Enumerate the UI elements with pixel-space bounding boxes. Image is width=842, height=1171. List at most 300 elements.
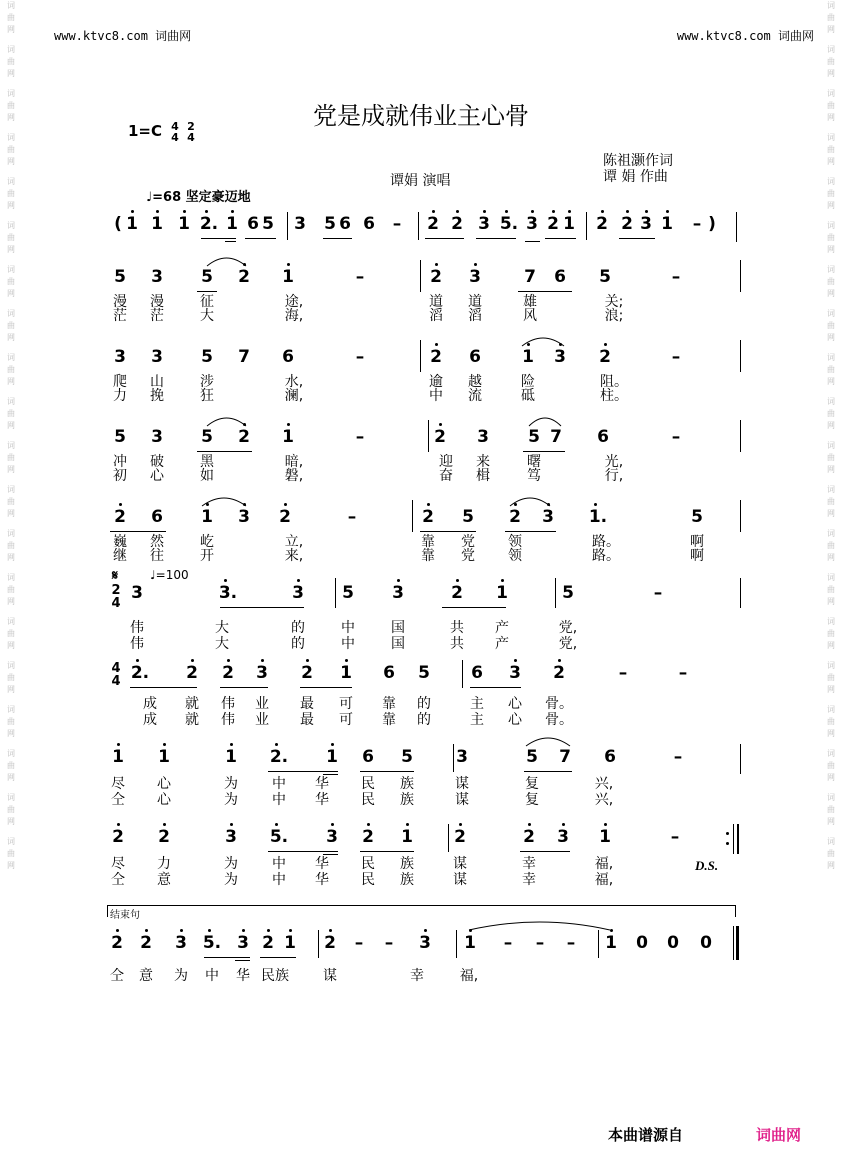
- slur: [520, 334, 566, 348]
- score-note: 2: [186, 663, 198, 683]
- lyric-syllable: 华: [315, 872, 329, 888]
- score-note: 7: [524, 267, 536, 287]
- lyric-syllable: 关;: [604, 294, 624, 310]
- lyric-syllable: 漫: [113, 294, 127, 310]
- score-note: 3: [326, 827, 338, 847]
- score-note: 3: [237, 933, 249, 953]
- underline-beam: [245, 238, 276, 239]
- score-note: 3: [392, 583, 404, 603]
- intro-note: –: [392, 214, 402, 234]
- lyric-syllable: 领: [508, 534, 522, 550]
- lyric-syllable: 海,: [284, 308, 304, 324]
- lyric-syllable: 行,: [604, 468, 624, 484]
- score-note: 3: [542, 507, 554, 527]
- octave-dot: [267, 929, 270, 932]
- score-note: 3: [175, 933, 187, 953]
- octave-dot: [367, 823, 370, 826]
- octave-dot: [289, 929, 292, 932]
- score-note: 2: [238, 267, 250, 287]
- score-note: 2: [114, 507, 126, 527]
- barline: [448, 824, 449, 852]
- underline-beam: [323, 854, 338, 855]
- octave-dot: [261, 659, 264, 662]
- octave-dot: [474, 263, 477, 266]
- lyric-syllable: 啊: [690, 548, 704, 564]
- score-note: 3: [477, 427, 489, 447]
- intro-note: 2: [547, 214, 559, 234]
- score-note: 1: [112, 747, 124, 767]
- octave-dot: [432, 210, 435, 213]
- underline-beam: [505, 531, 556, 532]
- lyric-syllable: 力: [157, 856, 171, 872]
- score-note: 1: [599, 827, 611, 847]
- lyric-syllable: 产: [495, 620, 509, 636]
- score-note: 5: [528, 427, 540, 447]
- intro-note: 1: [563, 214, 575, 234]
- watermark-text: 词 曲 网: [827, 397, 835, 430]
- lyric-syllable: 险: [521, 374, 535, 390]
- score-note: 3: [557, 827, 569, 847]
- lyric-syllable: 福,: [594, 856, 614, 872]
- octave-dot: [208, 929, 211, 932]
- lyric-syllable: 磐,: [284, 468, 304, 484]
- lyric-syllable: 主: [470, 712, 484, 728]
- barline: [598, 930, 599, 958]
- watermark-text: 词 曲 网: [827, 309, 835, 342]
- watermark-text: 词 曲 网: [827, 529, 835, 562]
- lyric-syllable: 大: [215, 620, 229, 636]
- score-note: 3: [131, 583, 143, 603]
- octave-dot: [552, 210, 555, 213]
- score-note: 1: [401, 827, 413, 847]
- underline-beam: [523, 451, 565, 452]
- score-note: 6: [282, 347, 294, 367]
- score-note: 2: [140, 933, 152, 953]
- barline: [418, 212, 419, 240]
- underline-beam: [268, 851, 338, 852]
- lyric-syllable: 伟: [221, 712, 235, 728]
- header-site-right[interactable]: www.ktvc8.com 词曲网: [676, 29, 814, 43]
- lyric-syllable: 幸: [410, 968, 424, 984]
- lyric-syllable: 来: [476, 454, 490, 470]
- lyric-syllable: 屹: [200, 534, 214, 550]
- score-note: 2: [523, 827, 535, 847]
- slur: [205, 254, 248, 268]
- lyric-syllable: 立,: [284, 534, 304, 550]
- lyric-syllable: 冲: [113, 454, 127, 470]
- watermark-text: 词 曲 网: [7, 573, 15, 606]
- watermark-text: 词 曲 网: [827, 45, 835, 78]
- intro-note: 5: [324, 214, 336, 234]
- lyric-syllable: 力: [113, 388, 127, 404]
- lyric-syllable: 道: [468, 294, 482, 310]
- lyric-syllable: 党,: [558, 636, 578, 652]
- lyric-syllable: 笃: [527, 468, 541, 484]
- lyric-syllable: 破: [150, 454, 164, 470]
- slur: [467, 918, 612, 932]
- lyric-syllable: 浪;: [604, 308, 624, 324]
- intro-note: 2: [621, 214, 633, 234]
- score-note: 6: [151, 507, 163, 527]
- lyric-syllable: 中: [272, 792, 286, 808]
- dal-segno: D.S.: [695, 858, 719, 873]
- lyric-syllable: 幸: [522, 856, 536, 872]
- watermark-text: 词 曲 网: [827, 353, 835, 386]
- lyric-syllable: 啊: [690, 534, 704, 550]
- score-note: –: [671, 267, 681, 287]
- score-note: 2: [238, 427, 250, 447]
- lyric-syllable: 道: [429, 294, 443, 310]
- octave-dot: [558, 659, 561, 662]
- underline-beam: [442, 607, 506, 608]
- octave-dot: [117, 743, 120, 746]
- score-note: 2.: [130, 663, 150, 683]
- lyric-syllable: 最: [300, 696, 314, 712]
- lyric-syllable: 就: [185, 712, 199, 728]
- barline: [740, 420, 741, 452]
- final-barline-thick: [736, 926, 739, 960]
- barline: [456, 930, 457, 958]
- octave-dot: [145, 929, 148, 932]
- score-note: 5.: [202, 933, 222, 953]
- score-note: 5: [599, 267, 611, 287]
- ending-bracket-left: [107, 905, 108, 917]
- lyric-syllable: 大: [200, 308, 214, 324]
- intro-paren-open: (: [114, 214, 122, 234]
- lyric-syllable: 心: [157, 792, 171, 808]
- underline-beam: [360, 771, 414, 772]
- slur: [527, 414, 563, 428]
- score-note: –: [671, 347, 681, 367]
- slur: [200, 494, 248, 508]
- tempo-marking: ♩=68 坚定豪迈地: [146, 190, 251, 205]
- score-note: 2: [451, 583, 463, 603]
- lyric-syllable: 漫: [150, 294, 164, 310]
- score-note: –: [566, 933, 576, 953]
- score-note: 5: [691, 507, 703, 527]
- lyric-syllable: 华: [315, 776, 329, 792]
- lyric-syllable: 业: [255, 696, 269, 712]
- intro-note: 1: [661, 214, 673, 234]
- score-note: 0: [636, 933, 648, 953]
- lyric-syllable: 中: [272, 776, 286, 792]
- score-note: 3: [456, 747, 468, 767]
- score-note: –: [354, 933, 364, 953]
- lyric-syllable: 为: [224, 856, 238, 872]
- intro-note: 3: [478, 214, 490, 234]
- lyric-syllable: 族: [400, 792, 414, 808]
- lyric-syllable: 族: [400, 872, 414, 888]
- score-note: 1: [201, 507, 213, 527]
- watermark-text: 词 曲 网: [827, 705, 835, 738]
- underline-beam: [204, 957, 250, 958]
- lyric-syllable: 雄: [523, 294, 537, 310]
- score-note: 2: [111, 933, 123, 953]
- octave-dot: [424, 929, 427, 932]
- intro-note: 2: [596, 214, 608, 234]
- underline-beam: [197, 451, 252, 452]
- intro-note: 1: [178, 214, 190, 234]
- score-note: 3: [554, 347, 566, 367]
- lyric-syllable: 伟: [130, 620, 144, 636]
- lyric-syllable: 的: [291, 636, 305, 652]
- underline-beam: [201, 238, 236, 239]
- score-note: 1: [284, 933, 296, 953]
- slur: [205, 414, 248, 428]
- watermark-text: 词 曲 网: [7, 1, 15, 34]
- octave-dot: [666, 210, 669, 213]
- score-note: 2: [430, 267, 442, 287]
- score-note: 5: [201, 427, 213, 447]
- lyric-syllable: 心: [508, 696, 522, 712]
- segno-sign: 𝄋: [112, 568, 119, 584]
- intro-note: 6: [339, 214, 351, 234]
- intro-note: 5.: [499, 214, 519, 234]
- score-note: –: [678, 663, 688, 683]
- lyric-syllable: 华: [315, 856, 329, 872]
- watermark-text: 词 曲 网: [827, 617, 835, 650]
- lyric-syllable: 产: [495, 636, 509, 652]
- underline-beam: [220, 607, 304, 608]
- barline: [420, 340, 421, 372]
- score-note: 2: [324, 933, 336, 953]
- intro-note: 2: [427, 214, 439, 234]
- underline-beam: [323, 774, 338, 775]
- score-note: 5: [114, 267, 126, 287]
- lyric-syllable: 逾: [429, 374, 443, 390]
- performer-credit: 谭娟 演唱: [390, 173, 451, 189]
- lyric-syllable: 谋: [455, 776, 469, 792]
- watermark-text: 词 曲 网: [827, 1, 835, 34]
- watermark-text: 词 曲 网: [827, 837, 835, 870]
- intro-paren-close: ): [708, 214, 716, 234]
- lyric-syllable: 谋: [453, 856, 467, 872]
- lyric-syllable: 仝: [111, 872, 125, 888]
- intro-note: 2.: [199, 214, 219, 234]
- watermark-text: 词 曲 网: [7, 309, 15, 342]
- octave-dot: [626, 210, 629, 213]
- score-note: 3: [238, 507, 250, 527]
- score-note: 7: [550, 427, 562, 447]
- octave-dot: [459, 823, 462, 826]
- octave-dot: [131, 210, 134, 213]
- lyric-syllable: 谋: [455, 792, 469, 808]
- lyric-syllable: 可: [339, 696, 353, 712]
- score-note: –: [355, 347, 365, 367]
- watermark-text: 词 曲 网: [7, 177, 15, 210]
- lyric-syllable: 大: [215, 636, 229, 652]
- watermark-text: 词 曲 网: [7, 133, 15, 166]
- underline-beam: [110, 531, 166, 532]
- lyric-syllable: 国: [391, 636, 405, 652]
- octave-dot: [230, 823, 233, 826]
- score-note: 5: [526, 747, 538, 767]
- lyric-syllable: 民族: [261, 968, 289, 984]
- underline-beam: [545, 238, 576, 239]
- octave-dot: [594, 503, 597, 506]
- octave-dot: [117, 823, 120, 826]
- time-signature-2-4: 2 4: [111, 583, 121, 611]
- lyric-syllable: 光,: [604, 454, 624, 470]
- watermark-text: 词 曲 网: [827, 661, 835, 694]
- lyric-syllable: 如: [200, 468, 214, 484]
- score-note: 2: [362, 827, 374, 847]
- octave-dot: [275, 743, 278, 746]
- lyric-syllable: 中: [272, 856, 286, 872]
- octave-dot: [604, 823, 607, 826]
- octave-dot: [205, 210, 208, 213]
- lyric-syllable: 路。: [592, 548, 620, 564]
- lyric-syllable: 路。: [592, 534, 620, 550]
- lyric-syllable: 开: [200, 548, 214, 564]
- score-note: 3: [151, 427, 163, 447]
- lyric-syllable: 澜,: [284, 388, 304, 404]
- slur: [524, 734, 572, 748]
- lyric-syllable: 迎: [439, 454, 453, 470]
- score-note: 2: [158, 827, 170, 847]
- lyric-syllable: 可: [339, 712, 353, 728]
- slur: [508, 494, 552, 508]
- lyric-syllable: 兴,: [594, 792, 614, 808]
- octave-dot: [604, 343, 607, 346]
- octave-dot: [439, 423, 442, 426]
- lyric-syllable: 领: [508, 548, 522, 564]
- lyric-syllable: 曙: [527, 454, 541, 470]
- lyric-syllable: 仝: [110, 968, 124, 984]
- watermark-text: 词 曲 网: [7, 485, 15, 518]
- watermark-text: 词 曲 网: [7, 353, 15, 386]
- watermark-text: 词 曲 网: [7, 45, 15, 78]
- intro-note: 6: [247, 214, 259, 234]
- lyric-syllable: 的: [291, 620, 305, 636]
- underline-beam: [300, 687, 352, 688]
- intro-note: 1: [126, 214, 138, 234]
- barline: [428, 420, 429, 452]
- header-site-left[interactable]: www.ktvc8.com 词曲网: [54, 29, 192, 43]
- octave-dot: [435, 263, 438, 266]
- lyric-syllable: 福,: [459, 968, 479, 984]
- octave-dot: [284, 503, 287, 506]
- watermark-text: 词 曲 网: [7, 749, 15, 782]
- score-note: 3: [469, 267, 481, 287]
- lyric-syllable: 族: [400, 776, 414, 792]
- watermark-text: 词 曲 网: [827, 89, 835, 122]
- score-note: 3: [292, 583, 304, 603]
- lyric-syllable: 滔: [429, 308, 443, 324]
- lyric-syllable: 继: [113, 548, 127, 564]
- score-note: 2: [509, 507, 521, 527]
- score-note: 1: [464, 933, 476, 953]
- lyric-syllable: 复: [525, 776, 539, 792]
- score-note: 3: [114, 347, 126, 367]
- lyric-syllable: 福,: [594, 872, 614, 888]
- intro-note: 5: [262, 214, 274, 234]
- lyric-syllable: 然: [150, 534, 164, 550]
- ending-bracket-right: [735, 905, 736, 917]
- underline-beam: [225, 241, 236, 242]
- octave-dot: [501, 579, 504, 582]
- lyric-syllable: 为: [224, 776, 238, 792]
- score-note: 2: [112, 827, 124, 847]
- lyric-syllable: 楫: [476, 468, 490, 484]
- final-barline-thin: [733, 926, 734, 960]
- lyric-syllable: 心: [508, 712, 522, 728]
- score-note: 1: [340, 663, 352, 683]
- score-note: 2: [262, 933, 274, 953]
- score-note: –: [355, 427, 365, 447]
- octave-dot: [456, 210, 459, 213]
- lyric-syllable: 的: [417, 712, 431, 728]
- watermark-text: 词 曲 网: [7, 661, 15, 694]
- lyric-syllable: 茫: [150, 308, 164, 324]
- watermark-text: 词 曲 网: [827, 133, 835, 166]
- repeat-barline: [737, 824, 739, 854]
- lyric-syllable: 心: [157, 776, 171, 792]
- score-note: 5: [418, 663, 430, 683]
- intro-note: 6: [363, 214, 375, 234]
- lyric-syllable: 民: [361, 776, 375, 792]
- lyric-syllable: 国: [391, 620, 405, 636]
- time-signature-1: 4 4: [171, 120, 179, 144]
- lyric-syllable: 中: [341, 620, 355, 636]
- lyric-syllable: 茫: [113, 308, 127, 324]
- barline: [335, 578, 336, 608]
- watermark-text: 词 曲 网: [7, 837, 15, 870]
- octave-dot: [163, 743, 166, 746]
- lyric-syllable: 山: [150, 374, 164, 390]
- time-signature-2: 2 4: [187, 120, 195, 144]
- lyric-syllable: 党: [461, 548, 475, 564]
- barline: [586, 212, 587, 240]
- footer-site-logo[interactable]: 词曲网: [756, 1126, 802, 1144]
- octave-dot: [427, 503, 430, 506]
- barline: [555, 578, 556, 608]
- octave-dot: [601, 210, 604, 213]
- lyric-syllable: 越: [468, 374, 482, 390]
- barline: [420, 260, 421, 292]
- underline-beam: [619, 238, 655, 239]
- octave-dot: [514, 659, 517, 662]
- score-note: 2: [430, 347, 442, 367]
- barline: [740, 744, 741, 774]
- watermark-text: 词 曲 网: [827, 749, 835, 782]
- octave-dot: [483, 210, 486, 213]
- octave-dot: [435, 343, 438, 346]
- underline-beam: [130, 687, 197, 688]
- octave-dot: [505, 210, 508, 213]
- octave-dot: [531, 210, 534, 213]
- lyric-syllable: 靠: [382, 712, 396, 728]
- lyric-syllable: 奋: [439, 468, 453, 484]
- lyric-syllable: 暗,: [284, 454, 304, 470]
- score-note: 0: [700, 933, 712, 953]
- lyric-syllable: 民: [361, 872, 375, 888]
- score-note: 5: [201, 267, 213, 287]
- score-note: 2: [422, 507, 434, 527]
- lyric-syllable: 巍: [113, 534, 127, 550]
- barline: [453, 744, 454, 772]
- lyric-syllable: 风: [523, 308, 537, 324]
- lyric-syllable: 伟: [221, 696, 235, 712]
- lyric-syllable: 心: [150, 468, 164, 484]
- lyric-syllable: 阻。: [600, 374, 628, 390]
- score-note: 5: [342, 583, 354, 603]
- score-note: 5: [462, 507, 474, 527]
- lyric-syllable: 骨。: [545, 696, 573, 712]
- score-note: –: [671, 427, 681, 447]
- underline-beam: [420, 531, 476, 532]
- score-note: 2: [434, 427, 446, 447]
